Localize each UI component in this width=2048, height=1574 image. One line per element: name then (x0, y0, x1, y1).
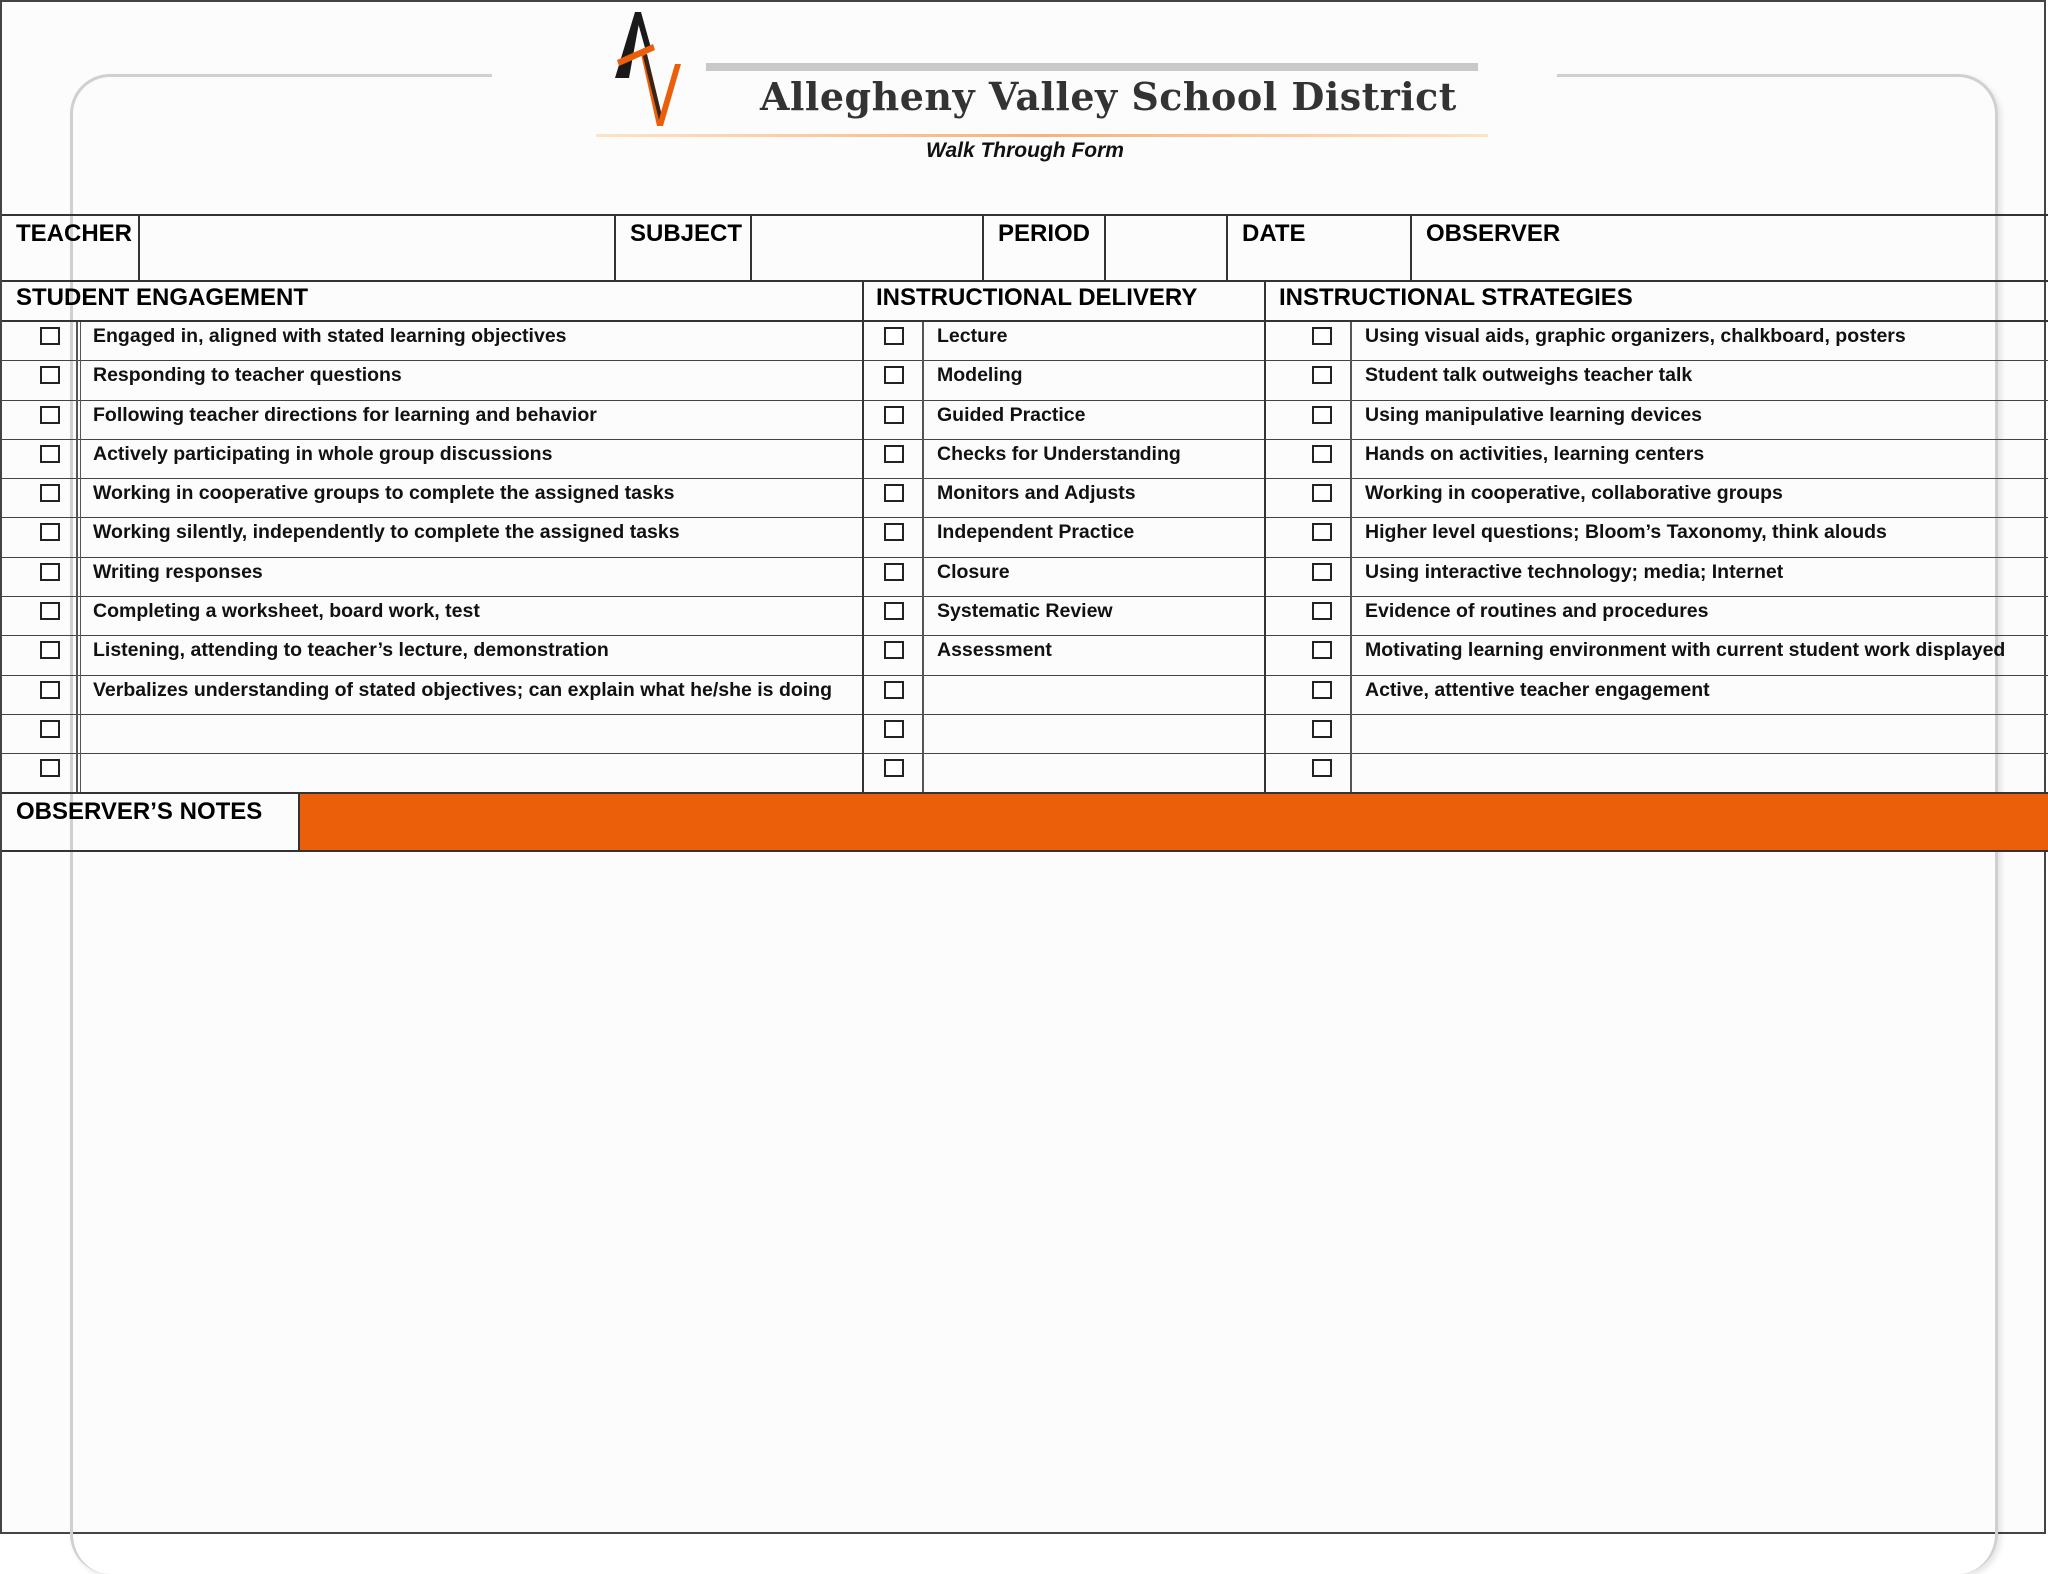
student-engagement-title: STUDENT ENGAGEMENT (16, 284, 309, 311)
instructional-strategies-title: INSTRUCTIONAL STRATEGIES (1279, 284, 1633, 311)
period-field[interactable] (1106, 216, 1228, 280)
brand-rule-bottom (596, 134, 1488, 137)
table-row (2, 676, 2048, 715)
checkbox[interactable] (40, 327, 60, 345)
table-row (2, 558, 2048, 597)
checkbox[interactable] (40, 445, 60, 463)
checkbox[interactable] (1312, 523, 1332, 541)
teacher-field[interactable] (140, 216, 616, 280)
item-label: Following teacher directions for learning and behavior (93, 403, 597, 426)
table-row (2, 715, 2048, 754)
checkbox[interactable] (1312, 327, 1332, 345)
item-label: Lecture (937, 325, 1008, 347)
checkbox[interactable] (884, 484, 904, 502)
item-label: Listening, attending to teacher’s lecture, demonstration (93, 639, 609, 662)
checkbox[interactable] (884, 720, 904, 738)
logo-v-shadow (643, 54, 661, 120)
checkbox[interactable] (1312, 366, 1332, 384)
subject-field[interactable] (752, 216, 984, 280)
instructional-delivery-title: INSTRUCTIONAL DELIVERY (876, 284, 1198, 311)
item-label: Higher level questions; Bloom’s Taxonomy, think alouds (1365, 521, 1887, 544)
checkbox-column-divider (80, 322, 81, 794)
observer-notes-area[interactable] (2, 852, 2048, 1536)
checklist-rows (2, 322, 2048, 794)
item-label: Checks for Understanding (937, 442, 1181, 465)
item-label: Working silently, independently to complete the assigned tasks (93, 521, 680, 544)
checkbox[interactable] (1312, 563, 1332, 581)
checkbox[interactable] (1312, 445, 1332, 463)
district-name: Allegheny Valley School District (760, 74, 1457, 119)
checkbox[interactable] (884, 366, 904, 384)
teacher-label: TEACHER (2, 216, 140, 280)
item-label: Closure (937, 560, 1010, 583)
form-title: Walk Through Form (926, 139, 1124, 162)
item-label: Engaged in, aligned with stated learning objectives (93, 325, 567, 347)
checkbox[interactable] (40, 406, 60, 424)
checkbox[interactable] (884, 759, 904, 777)
observer-notes-row (2, 792, 2048, 852)
item-label: Student talk outweighs teacher talk (1365, 364, 1693, 387)
checkbox[interactable] (40, 681, 60, 699)
observer-notes-label: OBSERVER’S NOTES (16, 798, 263, 825)
section-titles-row (2, 282, 2048, 322)
item-label: Evidence of routines and procedures (1365, 600, 1709, 623)
item-label: Using interactive technology; media; Internet (1365, 560, 1784, 583)
table-row (2, 361, 2048, 400)
item-label: Verbalizes understanding of stated objectives; can explain what he/she is doing (93, 678, 833, 701)
checkbox[interactable] (884, 406, 904, 424)
period-label: PERIOD (984, 216, 1106, 280)
checkbox[interactable] (884, 563, 904, 581)
header-fields-row (2, 214, 2048, 282)
checkbox[interactable] (1312, 406, 1332, 424)
checkbox[interactable] (884, 641, 904, 659)
item-label: Active, attentive teacher engagement (1365, 678, 1710, 701)
checkbox[interactable] (1312, 720, 1332, 738)
observer-label: OBSERVER (1426, 220, 1561, 247)
checkbox[interactable] (40, 484, 60, 502)
table-row (2, 597, 2048, 636)
table-row (2, 401, 2048, 440)
item-label: Assessment (937, 639, 1052, 662)
checkbox[interactable] (884, 523, 904, 541)
checkbox[interactable] (40, 523, 60, 541)
table-row (2, 322, 2048, 361)
checkbox[interactable] (1312, 759, 1332, 777)
checkbox[interactable] (40, 720, 60, 738)
item-label: Working in cooperative, collaborative groups (1365, 482, 1783, 505)
item-label: Modeling (937, 364, 1023, 387)
item-label: Independent Practice (937, 521, 1135, 544)
checkbox[interactable] (1312, 602, 1332, 620)
item-label: Motivating learning environment with current student work displayed (1365, 639, 2006, 662)
item-label: Monitors and Adjusts (937, 482, 1136, 505)
item-label: Writing responses (93, 560, 263, 583)
item-label: Working in cooperative groups to complete the assigned tasks (93, 482, 675, 505)
table-row (2, 479, 2048, 518)
checkbox[interactable] (1312, 484, 1332, 502)
checkbox[interactable] (884, 445, 904, 463)
checkbox[interactable] (40, 366, 60, 384)
checkbox-column-divider (76, 322, 78, 794)
checkbox[interactable] (40, 602, 60, 620)
item-label: Responding to teacher questions (93, 364, 402, 387)
item-label: Using manipulative learning devices (1365, 403, 1703, 426)
column-divider (1264, 282, 1266, 794)
checkbox[interactable] (40, 641, 60, 659)
checkbox[interactable] (884, 327, 904, 345)
checkbox[interactable] (40, 759, 60, 777)
subject-label: SUBJECT (616, 216, 752, 280)
observer-notes-bar (298, 794, 2048, 850)
column-divider (862, 282, 864, 794)
checkbox[interactable] (884, 602, 904, 620)
logo-a-shape (615, 12, 641, 78)
item-label: Systematic Review (937, 600, 1113, 623)
table-row (2, 440, 2048, 479)
checkbox[interactable] (1312, 681, 1332, 699)
table-row (2, 754, 2048, 793)
item-label: Actively participating in whole group discussions (93, 442, 553, 465)
checkbox[interactable] (40, 563, 60, 581)
checkbox-column-divider (922, 322, 924, 794)
item-label: Guided Practice (937, 403, 1086, 426)
checkbox-column-divider (1350, 322, 1352, 794)
item-label: Completing a worksheet, board work, test (93, 600, 480, 623)
table-row (2, 636, 2048, 675)
item-label: Using visual aids, graphic organizers, chalkboard, posters (1365, 325, 1906, 347)
checkbox[interactable] (1312, 641, 1332, 659)
date-label: DATE (1228, 216, 1412, 280)
brand-rule-top (706, 63, 1478, 71)
district-logo-icon (607, 8, 687, 130)
checkbox[interactable] (884, 681, 904, 699)
table-row (2, 518, 2048, 557)
item-label: Hands on activities, learning centers (1365, 442, 1705, 465)
